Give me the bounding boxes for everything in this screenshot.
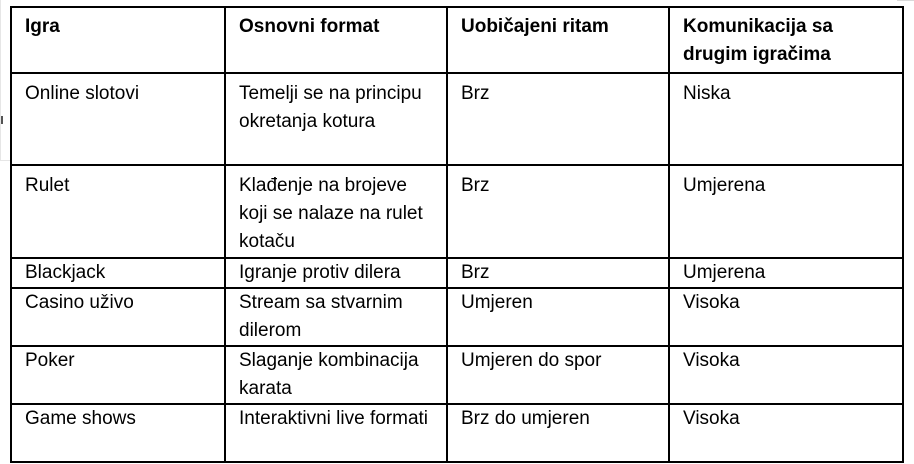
table-cell: Umjeren <box>447 288 669 346</box>
table-cell: Brz <box>447 258 669 288</box>
header-cell-pace: Uobičajeni ritam <box>447 7 669 73</box>
text-cursor-mark <box>1 116 3 124</box>
header-cell-communication: Komunikacija sa drugim igračima <box>669 7 903 73</box>
table-cell: Umjerena <box>669 165 903 258</box>
table-cell: Visoka <box>669 288 903 346</box>
game-comparison-table <box>10 6 904 463</box>
table-row <box>11 288 903 346</box>
table-header-row <box>11 7 903 73</box>
table-row <box>11 165 903 258</box>
table-cell: Rulet <box>11 165 225 258</box>
table-cell: Visoka <box>669 346 903 404</box>
table-cell: Brz do umjeren <box>447 404 669 462</box>
table-cell: Umjerena <box>669 258 903 288</box>
table-row <box>11 73 903 165</box>
table-cell: Online slotovi <box>11 73 225 165</box>
table-cell: Temelji se na principu okretanja kotura <box>225 73 447 165</box>
table-cell: Interaktivni live formati <box>225 404 447 462</box>
table-cell: Game shows <box>11 404 225 462</box>
page-margin-guide-tick <box>0 160 10 161</box>
table-row <box>11 346 903 404</box>
table-cell: Visoka <box>669 404 903 462</box>
table-cell: Brz <box>447 165 669 258</box>
table-cell: Stream sa stvarnim dilerom <box>225 288 447 346</box>
table-cell: Niska <box>669 73 903 165</box>
page-margin-guide <box>0 0 1 160</box>
table-cell: Igranje protiv dilera <box>225 258 447 288</box>
table-cell: Umjeren do spor <box>447 346 669 404</box>
header-cell-game: Igra <box>11 7 225 73</box>
header-cell-format: Osnovni format <box>225 7 447 73</box>
table-row <box>11 258 903 288</box>
table-cell: Casino uživo <box>11 288 225 346</box>
page-edge-mark <box>897 0 914 1</box>
table-cell: Slaganje kombinacija karata <box>225 346 447 404</box>
table-cell: Poker <box>11 346 225 404</box>
table-cell: Brz <box>447 73 669 165</box>
table-cell: Blackjack <box>11 258 225 288</box>
table-row <box>11 404 903 462</box>
table-cell: Klađenje na brojeve koji se nalaze na rulet kotaču <box>225 165 447 258</box>
